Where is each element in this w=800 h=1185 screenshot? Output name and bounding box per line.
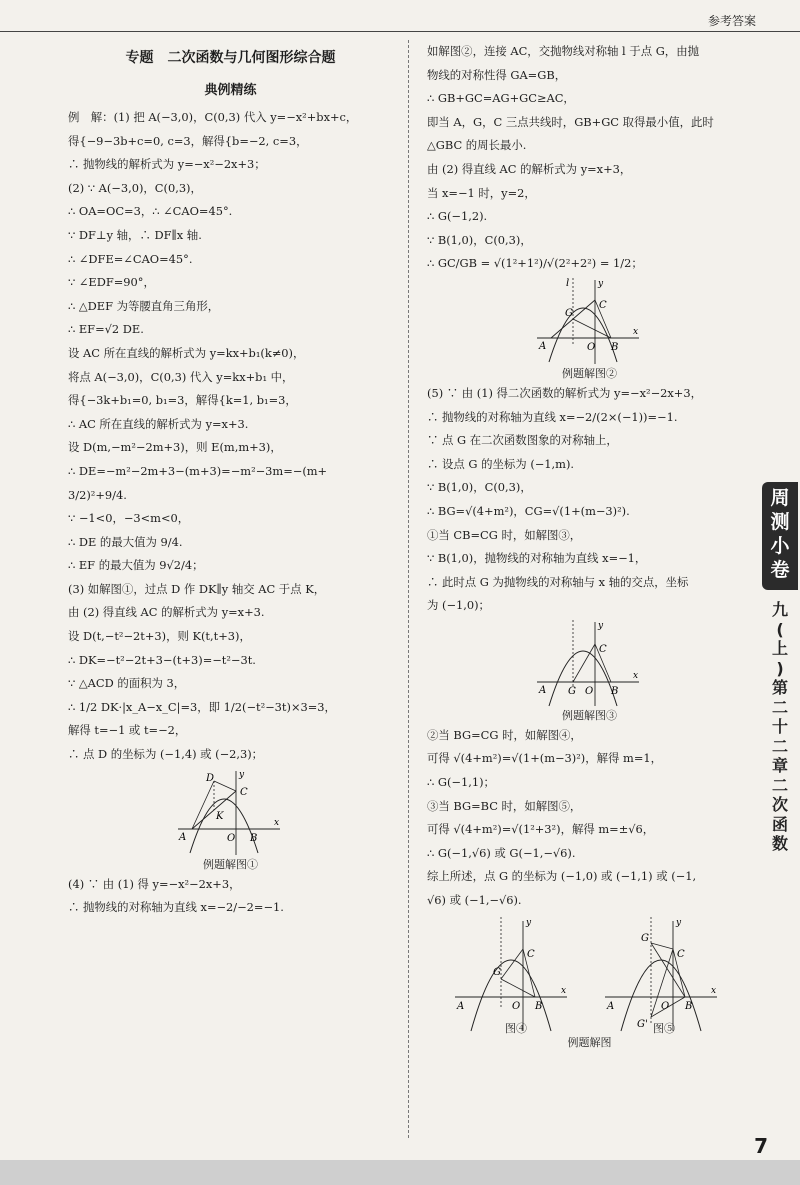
solution-line: 设 D(m,−m²−2m+3)，则 E(m,m+3)， — [68, 440, 282, 455]
figure-2-graph — [535, 276, 645, 366]
solution-line: ∵ ∠EDF=90°， — [68, 275, 155, 290]
figure-3-label-y: y — [597, 620, 603, 631]
side-text-char: 二 — [771, 697, 788, 717]
bottom-band — [0, 1160, 800, 1185]
left-column — [68, 40, 393, 920]
figure-2-label-g: G — [564, 307, 573, 319]
solution-line: ∴ G(−1,√6) 或 G(−1,−√6). — [427, 845, 576, 860]
solution-line: ∴ 1/2 DK·|x_A−x_C|=3，即 1/2(−t²−3t)×3=3， — [68, 699, 336, 714]
side-text-char: 次 — [771, 795, 788, 814]
side-chapter-label — [764, 600, 796, 854]
figure-2-label-l: l — [565, 277, 569, 289]
solution-line: 设 D(t,−t²−2t+3)，则 K(t,t+3)， — [68, 629, 251, 644]
solution-line: ∴ BG=√(4+m²)，CG=√(1+(m−3)²). — [427, 503, 630, 518]
figure-5-caption: 图⑤ — [653, 1021, 675, 1035]
solution-line: ∴ EF=√2 DE. — [68, 322, 144, 337]
solution-line: ∴ G(−1,1)； — [427, 775, 495, 790]
right-solution-text-3 — [427, 724, 752, 913]
page-number: 7 — [754, 1134, 768, 1158]
figure-4-caption: 图④ — [505, 1021, 527, 1035]
figure-2-label-y: y — [597, 278, 603, 289]
figure-3-label-x: x — [632, 670, 638, 681]
solution-line: 可得 √(4+m²)=√(1+(m−3)²)，解得 m=1， — [427, 751, 663, 766]
solution-line: ∴ 设点 G 的坐标为 (−1,m). — [427, 456, 575, 471]
figure-3-label-c: C — [598, 643, 607, 655]
solution-line: ②当 BG=CG 时，如解图④， — [427, 727, 582, 742]
solution-line: ∵ B(1,0)，抛物线的对称轴为直线 x=−1， — [427, 551, 647, 566]
side-text-char: 二 — [771, 775, 788, 795]
left-solution-text — [68, 106, 393, 767]
solution-line: ∴ 抛物线的解析式为 y=−x²−2x+3； — [68, 157, 266, 172]
figure-3 — [427, 618, 752, 724]
solution-line: ∴ 抛物线的对称轴为直线 x=−2/(2×(−1))=−1. — [427, 409, 678, 424]
right-solution-text-2 — [427, 382, 752, 618]
figure-3-label-g: G — [567, 685, 576, 697]
solution-line: ∴ G(−1,2). — [427, 209, 488, 224]
figure-4 — [455, 917, 567, 1031]
solution-line: 设 AC 所在直线的解析式为 y=kx+b₁(k≠0)， — [68, 345, 305, 360]
solution-line: ∴ DK=−t²−2t+3−(t+3)=−t²−3t. — [68, 652, 256, 667]
figure-2-caption: 例题解图② — [562, 366, 617, 380]
figure-5-label-c: C — [677, 948, 685, 960]
side-text-char: ( — [776, 619, 784, 639]
figure-1-graph — [176, 767, 286, 857]
side-chapter-text — [764, 600, 796, 854]
solution-line: 由 (2) 得直线 AC 的解析式为 y=x+3. — [68, 605, 265, 620]
solution-line: ∴ 此时点 G 为抛物线的对称轴与 x 轴的交点，坐标 — [427, 574, 689, 589]
solution-line: ∵ 点 G 在二次函数图象的对称轴上， — [427, 433, 618, 448]
solution-line: ∴ 点 D 的坐标为 (−1,4) 或 (−2,3)； — [68, 747, 264, 762]
solution-line: (2) ∵ A(−3,0)，C(0,3)， — [68, 180, 202, 195]
side-text-char: 上 — [771, 639, 788, 658]
figure-1-caption: 例题解图① — [203, 857, 258, 871]
solution-line: △GBC 的周长最小. — [427, 138, 527, 153]
figure-2 — [427, 276, 752, 382]
solution-line: ∴ EF 的最大值为 9√2/4； — [68, 558, 204, 573]
solution-line: ∵ B(1,0)，C(0,3)， — [427, 480, 532, 495]
figure-4-5-graph — [427, 913, 727, 1033]
solution-line: 解得 t=−1 或 t=−2， — [68, 723, 187, 738]
solution-line: 即当 A，G，C 三点共线时，GB+GC 取得最小值，此时 — [427, 114, 714, 129]
figure-2-label-x: x — [632, 326, 638, 337]
solution-line: 当 x=−1 时，y=2， — [427, 185, 536, 200]
section-subtitle: 典例精练 — [204, 83, 257, 98]
solution-line: ∴ DE 的最大值为 9/4. — [68, 534, 183, 549]
figure-1-label-a: A — [178, 831, 186, 843]
solution-line: 3/2)²+9/4. — [68, 487, 127, 502]
solution-line: ∴ DE=−m²−2m+3−(m+3)=−m²−3m=−(m+ — [68, 463, 328, 478]
figure-3-label-a: A — [538, 684, 546, 696]
solution-line: 例 解：(1) 把 A(−3,0)，C(0,3) 代入 y=−x²+bx+c， — [68, 110, 358, 124]
right-column — [427, 40, 752, 1053]
figure-5-label-g: G — [641, 932, 649, 944]
figures-4-5 — [427, 913, 752, 1053]
side-tab-char: 小 — [770, 535, 790, 557]
solution-line: ∴ ∠DFE=∠CAO=45°. — [68, 251, 193, 266]
side-text-char: 十 — [771, 717, 788, 736]
figure-3-graph — [535, 618, 645, 708]
side-text-char: 章 — [771, 756, 788, 775]
side-text-char: 九 — [771, 600, 788, 619]
figure-1-label-o: O — [226, 832, 235, 844]
right-solution-text — [427, 40, 752, 276]
figure-4-label-o: O — [512, 1000, 521, 1012]
side-tab — [762, 482, 798, 590]
solution-line: 得{−9−3b+c=0, c=3，解得{b=−2, c=3， — [68, 133, 308, 148]
figure-1 — [68, 767, 393, 873]
solution-line: 物线的对称性得 GA=GB， — [427, 67, 567, 82]
solution-line: ③当 BG=BC 时，如解图⑤， — [427, 798, 582, 813]
figure-2-label-b: B — [610, 341, 618, 353]
solution-line: ∵ B(1,0)，C(0,3)， — [427, 232, 532, 247]
figure-5-label-b: B — [685, 1000, 693, 1012]
solution-line: ①当 CB=CG 时，如解图③， — [427, 527, 582, 542]
side-tab-char: 卷 — [770, 559, 790, 581]
side-tab-label — [762, 486, 798, 582]
solution-line: 由 (2) 得直线 AC 的解析式为 y=x+3， — [427, 161, 632, 176]
solution-line: (4) ∵ 由 (1) 得 y=−x²−2x+3， — [68, 876, 241, 891]
solution-line: ∴ GB+GC=AG+GC≥AC， — [427, 91, 575, 106]
figure-2-label-a: A — [538, 340, 546, 352]
column-divider — [408, 40, 409, 1138]
solution-line: ∵ −1<0，−3<m<0， — [68, 511, 190, 526]
solution-line: ∴ △DEF 为等腰直角三角形， — [68, 298, 220, 313]
solution-line: (5) ∵ 由 (1) 得二次函数的解析式为 y=−x²−2x+3， — [427, 385, 702, 400]
solution-line: ∴ AC 所在直线的解析式为 y=x+3. — [68, 416, 249, 431]
solution-line: 将点 A(−3,0)，C(0,3) 代入 y=kx+b₁ 中， — [68, 369, 294, 384]
solution-line: 得{−3k+b₁=0, b₁=3，解得{k=1, b₁=3， — [68, 393, 297, 408]
figure-5-label-a: A — [607, 1000, 615, 1012]
figure-2-label-c: C — [598, 299, 607, 311]
section-title: 专题 二次函数与几何图形综合题 — [125, 50, 336, 66]
figures-4-5-caption: 例题解图 — [567, 1035, 612, 1049]
figure-3-label-o: O — [584, 685, 593, 697]
page-header — [0, 0, 800, 36]
figure-1-label-c: C — [239, 786, 248, 798]
solution-line: 综上所述，点 G 的坐标为 (−1,0) 或 (−1,1) 或 (−1, — [427, 869, 697, 884]
solution-line: 如解图②，连接 AC，交抛物线对称轴 l 于点 G，由抛 — [427, 44, 699, 58]
solution-line: ∵ DF⊥y 轴，∴ DF∥x 轴. — [68, 227, 202, 242]
figure-5-label-x: x — [711, 985, 717, 996]
figure-1-label-b: B — [249, 832, 257, 844]
solution-line: (3) 如解图①，过点 D 作 DK∥y 轴交 AC 于点 K， — [68, 581, 326, 596]
figure-4-label-y: y — [526, 917, 532, 928]
figure-5 — [605, 917, 717, 1031]
header-rule — [0, 31, 800, 32]
solution-line: ∴ GC/GB = √(1²+1²)/√(2²+2²) = 1/2； — [427, 256, 643, 271]
figure-1-label-x: x — [273, 817, 279, 828]
figure-5-label-y: y — [676, 917, 682, 928]
side-tab-char: 周 — [770, 487, 790, 509]
figure-2-label-o: O — [586, 341, 595, 353]
left-solution-text-continued — [68, 873, 393, 920]
solution-line: √6) 或 (−1,−√6). — [427, 893, 522, 908]
figure-1-label-y: y — [238, 769, 244, 780]
solution-line: 为 (−1,0)； — [427, 598, 490, 613]
figure-5-label-o: O — [661, 1000, 670, 1012]
figure-4-label-g: G — [493, 966, 501, 978]
figure-4-label-x: x — [561, 985, 567, 996]
side-text-char: 函 — [771, 814, 788, 834]
figure-5-label-g-prime: G' — [637, 1018, 648, 1030]
header-label: 参考答案 — [707, 14, 756, 28]
figure-1-label-d: D — [205, 772, 214, 784]
side-text-char: 第 — [771, 678, 788, 697]
solution-line: 可得 √(4+m²)=√(1²+3²)，解得 m=±√6， — [427, 822, 655, 837]
figure-3-label-b: B — [610, 685, 618, 697]
figure-1-label-k: K — [215, 810, 223, 822]
solution-line: ∴ 抛物线的对称轴为直线 x=−2/−2=−1. — [68, 900, 284, 915]
figure-4-label-a: A — [457, 1000, 465, 1012]
side-text-char: ) — [776, 658, 784, 678]
side-text-char: 二 — [771, 736, 788, 756]
figure-4-label-b: B — [535, 1000, 543, 1012]
solution-line: ∴ OA=OC=3，∴ ∠CAO=45°. — [68, 204, 233, 219]
side-tab-char: 测 — [770, 511, 790, 533]
figure-4-label-c: C — [527, 948, 535, 960]
side-text-char: 数 — [771, 834, 788, 853]
solution-line: ∵ △ACD 的面积为 3， — [68, 676, 186, 691]
figure-3-caption: 例题解图③ — [562, 708, 617, 722]
